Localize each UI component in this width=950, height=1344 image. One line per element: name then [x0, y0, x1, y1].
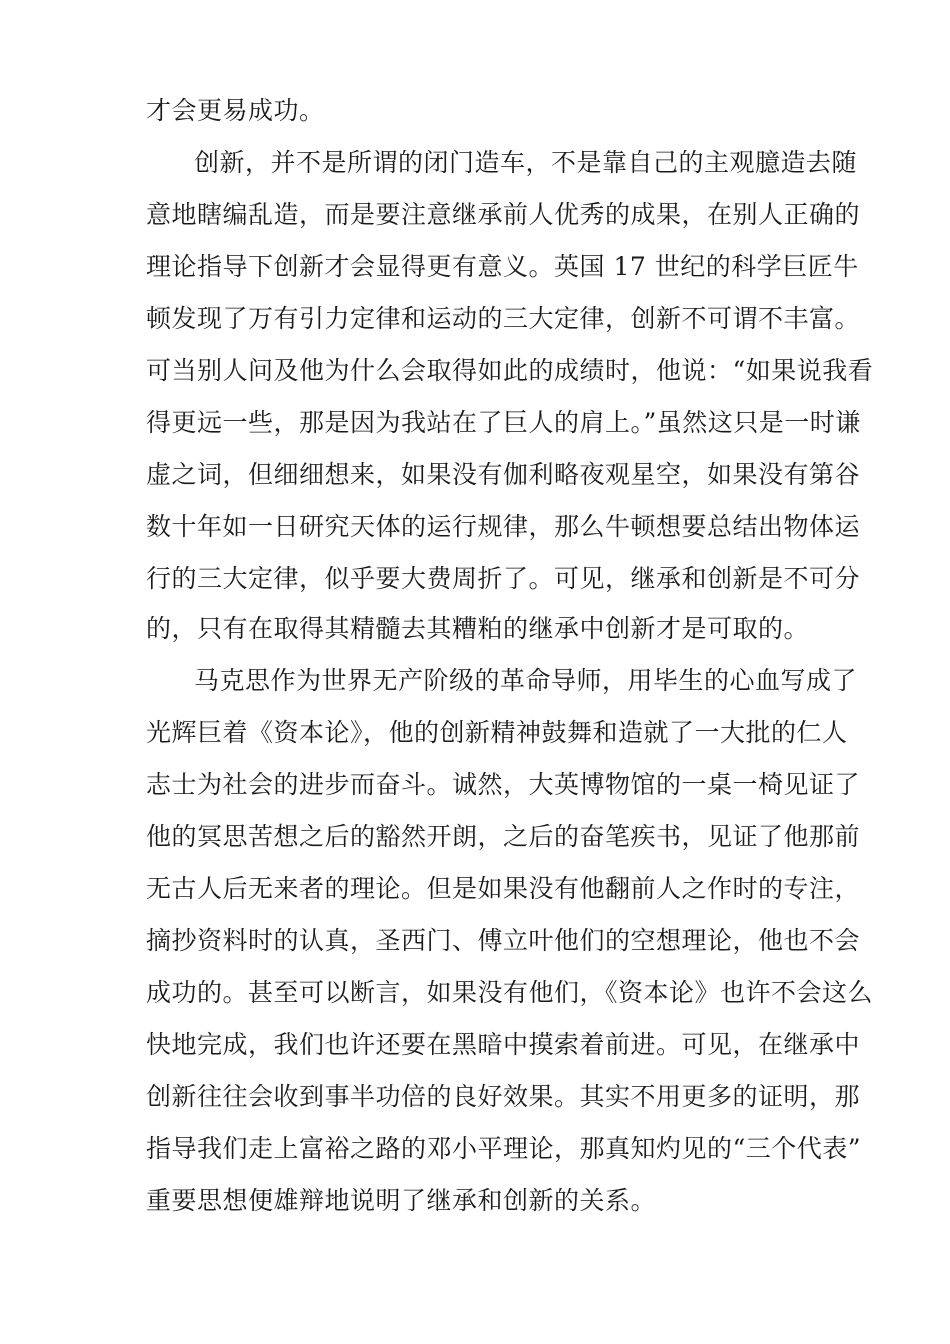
paragraph-2-line-10: 的，只有在取得其精髓去其糟粕的继承中创新才是可取的。 [146, 614, 810, 643]
paragraph-3-line-10: 指导我们走上富裕之路的邓小平理论，那真知灼见的“三个代表” [146, 1134, 862, 1163]
paragraph-2-line-1: 创新，并不是所谓的闭门造车，不是靠自己的主观臆造去随 [194, 148, 858, 177]
paragraph-2-line-7: 虚之词，但细细想来，如果没有伽利略夜观星空，如果没有第谷 [146, 460, 861, 489]
paragraph-2-line-5: 可当别人问及他为什么会取得如此的成绩时，他说：“如果说我看 [146, 356, 874, 385]
paragraph-3-line-7: 成功的。甚至可以断言，如果没有他们，《资本论》也许不会这么 [146, 978, 874, 1007]
paragraph-2-line-3: 理论指导下创新才会显得更有意义。英国 17 世纪的科学巨匠牛 [146, 252, 859, 281]
paragraph-2-line-9: 行的三大定律，似乎要大费周折了。可见，继承和创新是不可分 [146, 564, 861, 593]
paragraph-3-line-5: 无古人后无来者的理论。但是如果没有他翻前人之作时的专注， [146, 874, 861, 903]
paragraph-1-line-1: 才会更易成功。 [146, 96, 325, 125]
paragraph-3-line-1: 马克思作为世界无产阶级的革命导师，用毕生的心血写成了 [194, 666, 858, 695]
paragraph-2-line-8: 数十年如一日研究天体的运行规律，那么牛顿想要总结出物体运 [146, 512, 861, 541]
paragraph-3-line-4: 他的冥思苦想之后的豁然开朗，之后的奋笔疾书，见证了他那前 [146, 822, 861, 851]
paragraph-3-line-8: 快地完成，我们也许还要在黑暗中摸索着前进。可见，在继承中 [146, 1030, 861, 1059]
paragraph-2-line-4: 顿发现了万有引力定律和运动的三大定律，创新不可谓不丰富。 [146, 304, 861, 333]
paragraph-3-line-6: 摘抄资料时的认真，圣西门、傅立叶他们的空想理论，他也不会 [146, 926, 861, 955]
paragraph-2-line-6: 得更远一些，那是因为我站在了巨人的肩上。”虽然这只是一时谦 [146, 408, 861, 437]
paragraph-3-line-11: 重要思想便雄辩地说明了继承和创新的关系。 [146, 1186, 657, 1215]
paragraph-3-line-2: 光辉巨着《资本论》，他的创新精神鼓舞和造就了一大批的仁人 [146, 718, 848, 747]
paragraph-3-line-9: 创新往往会收到事半功倍的良好效果。其实不用更多的证明，那 [146, 1082, 861, 1111]
paragraph-3-line-3: 志士为社会的进步而奋斗。诚然，大英博物馆的一桌一椅见证了 [146, 770, 861, 799]
paragraph-2-line-2: 意地瞎编乱造，而是要注意继承前人优秀的成果，在别人正确的 [146, 200, 861, 229]
